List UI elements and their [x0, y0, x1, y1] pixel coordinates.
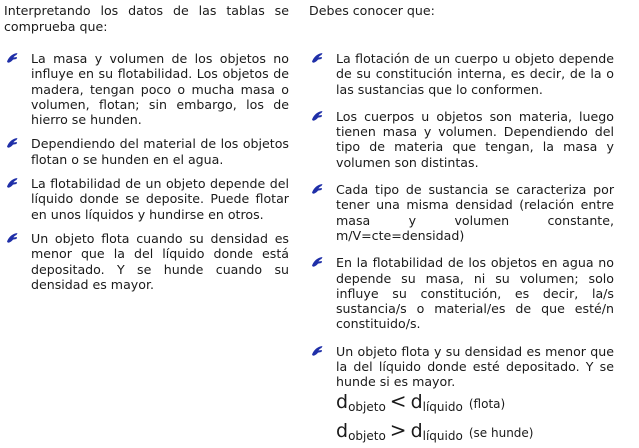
- list-item-text: Cada tipo de sustancia se caracteriza por tener una misma densidad (relación entre masa y volumen constante, m/V=cte=densidad): [336, 182, 614, 243]
- subscript-liquid: líquido: [422, 428, 463, 443]
- list-item: [4, 176, 289, 222]
- formula-note: (se hunde): [468, 425, 534, 440]
- subscript-object: objeto: [348, 399, 386, 414]
- density-symbol: d: [410, 419, 423, 442]
- right-column: [309, 0, 614, 448]
- list-item: [309, 344, 614, 390]
- right-list: [309, 51, 614, 390]
- pointing-hand-icon: [311, 52, 324, 63]
- pointing-hand-icon: [6, 52, 19, 63]
- less-than-operator: <: [389, 388, 407, 413]
- density-symbol: d: [410, 390, 423, 413]
- list-item: [4, 51, 289, 127]
- greater-than-operator: >: [389, 417, 407, 442]
- list-item: [309, 51, 614, 97]
- subscript-liquid: líquido: [422, 399, 463, 414]
- list-item: [309, 255, 614, 331]
- list-item-text: La flotabilidad de un objeto depende del líquido donde se deposite. Puede flotar en unos líquidos y hundirse en otros.: [31, 176, 289, 222]
- formula-floats: [309, 390, 614, 419]
- left-column: [4, 0, 289, 301]
- formula-sinks: [309, 419, 614, 448]
- pointing-hand-icon: [311, 256, 324, 267]
- left-list: [4, 51, 289, 292]
- left-heading: Interpretando los datos de las tablas se comprueba que:: [4, 3, 289, 34]
- list-item-text: Dependiendo del material de los objetos flotan o se hunden en el agua.: [31, 136, 289, 167]
- pointing-hand-icon: [6, 232, 19, 243]
- right-heading: Debes conocer que:: [309, 3, 435, 18]
- pointing-hand-icon: [311, 183, 324, 194]
- pointing-hand-icon: [311, 345, 324, 356]
- list-item-text: La masa y volumen de los objetos no influye en su flotabilidad. Los objetos de madera, tengan poco o mucha masa o volumen, flotan; sin embargo, los de hierro se hunden.: [31, 51, 289, 128]
- formula-note: (flota): [468, 396, 506, 411]
- list-item-text: En la flotabilidad de los objetos en agua no depende su masa, ni su volumen; solo influye su constitución, es decir, la/s sustancia/s o material/es de que esté/n constituido/s.: [336, 255, 614, 332]
- density-symbol: d: [336, 390, 349, 413]
- subscript-object: objeto: [348, 428, 386, 443]
- pointing-hand-icon: [6, 177, 19, 188]
- list-item-text: Un objeto flota y su densidad es menor que la del líquido donde esté depositado. Y se hunde si es mayor.: [336, 343, 614, 390]
- list-item: [309, 182, 614, 243]
- list-item-text: Un objeto flota cuando su densidad es menor que la del líquido donde está depositado. Y se hunde cuando su densidad es mayor.: [31, 230, 289, 292]
- list-item: [4, 231, 289, 292]
- list-item: [309, 109, 614, 170]
- pointing-hand-icon: [311, 110, 324, 121]
- list-item-text: Los cuerpos u objetos son materia, luego tienen masa y volumen. Dependiendo del tipo de materia que tengan, la masa y volumen son distintas.: [336, 108, 614, 170]
- pointing-hand-icon: [6, 137, 19, 148]
- list-item: [4, 136, 289, 167]
- density-symbol: d: [336, 419, 349, 442]
- list-item-text: La flotación de un cuerpo u objeto depende de su constitución interna, es decir, de la o las sustancias que lo conformen.: [336, 51, 614, 97]
